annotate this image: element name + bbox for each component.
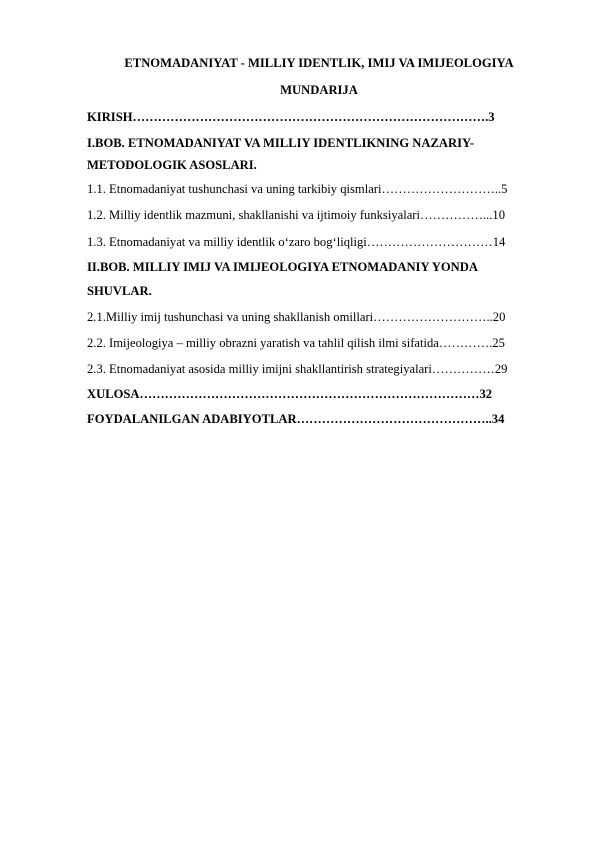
toc-section-2-2: 2.2. Imijeologiya – milliy obrazni yaratish va tahlil qilish ilmi sifatida………….25 <box>87 336 505 350</box>
toc-heading: MUNDARIJA <box>280 83 358 97</box>
toc-section-2-3: 2.3. Etnomadaniyat asosida milliy imijni shakllantirish strategiyalari……………29 <box>87 362 508 376</box>
toc-entry-kirish: KIRISH………………………………………………………………………….3 <box>87 110 495 124</box>
toc-chapter-2-line-2: SHUVLAR. <box>87 284 152 298</box>
document-title: ETNOMADANIYAT - MILLIY IDENTLIK, IMIJ VA IMIJEOLOGIYA <box>124 56 514 70</box>
toc-entry-xulosa: XULOSA………………………………………………………………………32 <box>87 387 493 401</box>
toc-chapter-1-line-1: I.BOB. ETNOMADANIYAT VA MILLIY IDENTLIKNING NAZARIY- <box>87 136 475 150</box>
toc-section-1-3: 1.3. Etnomadaniyat va milliy identlik o‘zaro bog‘liqligi…………………………14 <box>87 235 506 249</box>
toc-section-1-2: 1.2. Milliy identlik mazmuni, shakllanishi va ijtimoiy funksiyalari……………...10 <box>87 208 506 222</box>
toc-entry-adabiyotlar: FOYDALANILGAN ADABIYOTLAR………………………………………..34 <box>87 412 505 426</box>
toc-section-2-1: 2.1.Milliy imij tushunchasi va uning shakllanish omillari………………………..20 <box>87 310 506 324</box>
toc-chapter-2-line-1: II.BOB. MILLIY IMIJ VA IMIJEOLOGIYA ETNOMADANIY YONDA <box>87 260 478 274</box>
toc-chapter-1-line-2: METODOLOGIK ASOSLARI. <box>87 158 257 172</box>
toc-section-1-1: 1.1. Etnomadaniyat tushunchasi va uning tarkibiy qismlari………………………..5 <box>87 182 508 196</box>
